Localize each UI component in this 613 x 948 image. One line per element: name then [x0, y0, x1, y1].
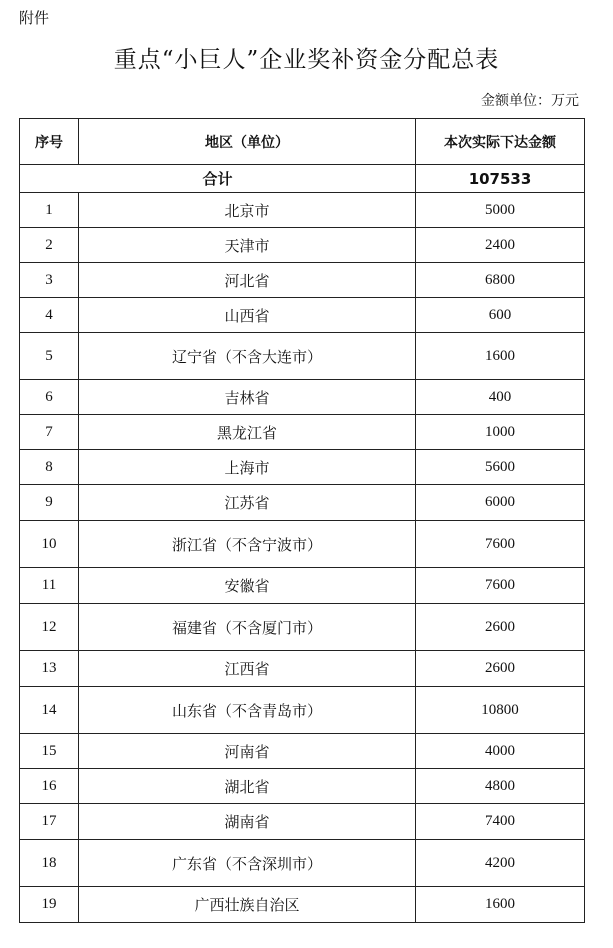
row-amount: 6800 [416, 263, 585, 298]
table-row [20, 263, 585, 298]
row-amount: 5000 [416, 193, 585, 228]
column-header-region: 地区（单位） [79, 119, 416, 165]
total-row [20, 165, 585, 193]
row-amount: 6000 [416, 485, 585, 521]
row-number: 18 [20, 840, 79, 887]
row-amount: 4000 [416, 734, 585, 769]
row-amount: 4200 [416, 840, 585, 887]
row-amount: 1600 [416, 333, 585, 380]
row-number: 14 [20, 687, 79, 734]
allocation-table [19, 118, 585, 923]
total-amount: 107533 [416, 165, 585, 193]
row-amount: 1600 [416, 887, 585, 923]
row-region: 浙江省（不含宁波市） [79, 521, 416, 568]
row-amount: 10800 [416, 687, 585, 734]
table-row [20, 734, 585, 769]
table-row [20, 521, 585, 568]
row-region: 河南省 [79, 734, 416, 769]
table-row [20, 840, 585, 887]
row-region: 吉林省 [79, 380, 416, 415]
row-number: 6 [20, 380, 79, 415]
row-number: 13 [20, 651, 79, 687]
row-region: 河北省 [79, 263, 416, 298]
row-amount: 2400 [416, 228, 585, 263]
table-row [20, 450, 585, 485]
table-row [20, 804, 585, 840]
column-header-amount: 本次实际下达金额 [416, 119, 585, 165]
row-number: 15 [20, 734, 79, 769]
row-amount: 7600 [416, 568, 585, 604]
row-region: 黑龙江省 [79, 415, 416, 450]
row-number: 11 [20, 568, 79, 604]
table-row [20, 887, 585, 923]
table-row [20, 769, 585, 804]
row-number: 17 [20, 804, 79, 840]
row-region: 山西省 [79, 298, 416, 333]
table-row [20, 651, 585, 687]
row-number: 9 [20, 485, 79, 521]
row-amount: 4800 [416, 769, 585, 804]
row-region: 湖南省 [79, 804, 416, 840]
row-region: 安徽省 [79, 568, 416, 604]
row-region: 广西壮族自治区 [79, 887, 416, 923]
table-row [20, 415, 585, 450]
unit-label: 金额单位：万元 [481, 93, 579, 109]
row-amount: 400 [416, 380, 585, 415]
row-region: 北京市 [79, 193, 416, 228]
row-region: 江西省 [79, 651, 416, 687]
table-row [20, 568, 585, 604]
row-number: 5 [20, 333, 79, 380]
table-row [20, 228, 585, 263]
row-region: 湖北省 [79, 769, 416, 804]
table-row [20, 604, 585, 651]
row-region: 天津市 [79, 228, 416, 263]
row-region: 广东省（不含深圳市） [79, 840, 416, 887]
row-region: 上海市 [79, 450, 416, 485]
row-region: 山东省（不含青岛市） [79, 687, 416, 734]
column-header-number: 序号 [20, 119, 79, 165]
row-region: 江苏省 [79, 485, 416, 521]
row-amount: 2600 [416, 651, 585, 687]
row-region: 辽宁省（不含大连市） [79, 333, 416, 380]
row-number: 2 [20, 228, 79, 263]
row-amount: 1000 [416, 415, 585, 450]
table-row [20, 193, 585, 228]
table-row [20, 687, 585, 734]
row-number: 12 [20, 604, 79, 651]
row-amount: 2600 [416, 604, 585, 651]
row-number: 8 [20, 450, 79, 485]
row-number: 3 [20, 263, 79, 298]
table-row [20, 333, 585, 380]
row-region: 福建省（不含厦门市） [79, 604, 416, 651]
row-number: 10 [20, 521, 79, 568]
row-number: 4 [20, 298, 79, 333]
table-row [20, 485, 585, 521]
table-row [20, 298, 585, 333]
row-amount: 5600 [416, 450, 585, 485]
table-row [20, 380, 585, 415]
row-number: 19 [20, 887, 79, 923]
row-number: 1 [20, 193, 79, 228]
row-amount: 7600 [416, 521, 585, 568]
row-number: 7 [20, 415, 79, 450]
page-title: 重点“小巨人”企业奖补资金分配总表 [113, 47, 500, 73]
row-number: 16 [20, 769, 79, 804]
table-header-row [20, 119, 585, 165]
attachment-label: 附件 [19, 9, 50, 27]
row-amount: 600 [416, 298, 585, 333]
row-amount: 7400 [416, 804, 585, 840]
total-label: 合计 [20, 165, 416, 193]
